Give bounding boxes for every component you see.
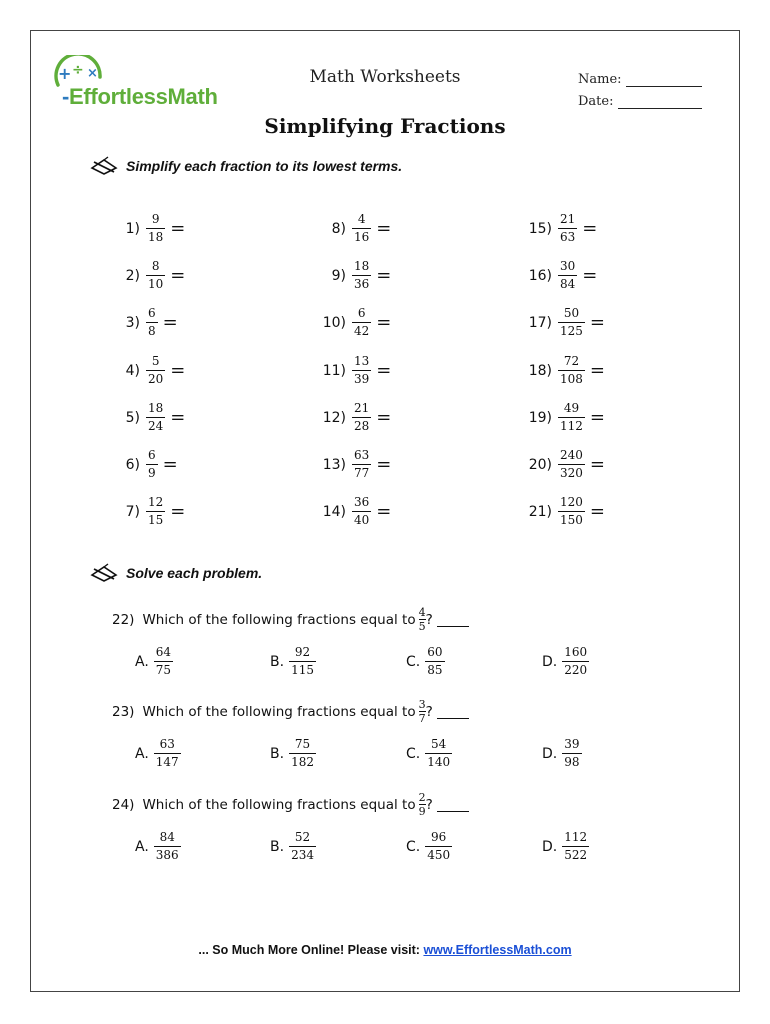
problem-number: 19) — [528, 409, 552, 426]
option-denominator: 85 — [427, 663, 443, 677]
answer-option[interactable] — [135, 646, 173, 677]
problem-denominator: 40 — [354, 513, 370, 527]
logo-effortless: Effortless — [69, 84, 168, 109]
target-denominator: 7 — [418, 712, 426, 725]
problem-fraction — [352, 213, 371, 244]
problem-fraction — [146, 496, 165, 527]
option-denominator: 115 — [291, 663, 314, 677]
equals-sign: = — [376, 312, 392, 333]
problem-denominator: 24 — [148, 419, 164, 433]
answer-option[interactable] — [270, 646, 316, 677]
question-text: Which of the following fractions equal to — [142, 703, 416, 720]
equals-sign: = — [589, 360, 605, 381]
problem-fraction — [146, 355, 165, 386]
instruction-1 — [90, 156, 402, 176]
equals-sign: = — [376, 501, 392, 522]
question-prompt — [112, 699, 469, 724]
problem-number: 10) — [322, 314, 346, 331]
option-letter: A. — [135, 745, 149, 762]
problem-denominator: 15 — [148, 513, 164, 527]
equals-sign: = — [170, 407, 186, 428]
problem-numerator: 4 — [357, 212, 366, 226]
option-letter: A. — [135, 653, 149, 670]
problem-number: 9) — [331, 267, 346, 284]
question-prompt — [112, 792, 469, 817]
problem-item — [524, 307, 605, 338]
problem-fraction — [146, 260, 165, 291]
name-blank[interactable] — [626, 86, 702, 87]
target-fraction — [419, 792, 426, 817]
option-fraction — [154, 738, 181, 769]
problem-item — [524, 355, 605, 386]
problem-denominator: 10 — [148, 277, 164, 291]
problem-fraction — [558, 402, 585, 433]
option-numerator: 39 — [564, 737, 580, 751]
instruction-2-text: Solve each problem. — [126, 565, 263, 581]
option-numerator: 112 — [564, 830, 588, 844]
problem-item — [524, 496, 605, 527]
problem-numerator: 36 — [354, 495, 370, 509]
answer-blank[interactable] — [437, 798, 469, 812]
problem-fraction — [352, 260, 371, 291]
option-denominator: 98 — [564, 755, 580, 769]
option-denominator: 147 — [155, 755, 179, 769]
problem-fraction — [146, 307, 158, 338]
option-letter: C. — [406, 745, 421, 762]
problem-fraction — [146, 213, 165, 244]
equals-sign: = — [589, 501, 605, 522]
problem-item — [112, 496, 185, 527]
problem-item — [112, 307, 178, 338]
option-denominator: 522 — [564, 848, 588, 862]
problem-number: 12) — [322, 409, 346, 426]
answer-option[interactable] — [542, 646, 589, 677]
equals-sign: = — [376, 407, 392, 428]
equals-sign: = — [170, 501, 186, 522]
equals-sign: = — [589, 312, 605, 333]
problem-fraction — [352, 402, 371, 433]
problem-number: 11) — [322, 362, 346, 379]
logo-dash: - — [62, 84, 70, 109]
logo-math: Math — [167, 84, 218, 109]
answer-option[interactable] — [270, 738, 316, 769]
question-mark: ? — [425, 703, 433, 720]
option-numerator: 63 — [159, 737, 175, 751]
problem-denominator: 20 — [148, 372, 164, 386]
problem-fraction — [558, 213, 577, 244]
problem-item — [112, 355, 185, 386]
option-numerator: 52 — [294, 830, 311, 844]
answer-option[interactable] — [406, 646, 445, 677]
equals-sign: = — [162, 454, 178, 475]
problem-fraction — [352, 355, 371, 386]
problem-number: 21) — [528, 503, 552, 520]
option-letter: A. — [135, 838, 149, 855]
problem-fraction — [558, 355, 585, 386]
problem-numerator: 12 — [148, 495, 164, 509]
problem-denominator: 39 — [354, 372, 370, 386]
equals-sign: = — [589, 454, 605, 475]
option-denominator: 220 — [564, 663, 588, 677]
option-denominator: 140 — [427, 755, 451, 769]
equals-sign: = — [376, 454, 392, 475]
problem-numerator: 6 — [357, 306, 366, 320]
problem-item — [318, 260, 391, 291]
option-numerator: 75 — [294, 737, 311, 751]
answer-option[interactable] — [542, 738, 582, 769]
option-fraction — [425, 646, 444, 677]
target-denominator: 9 — [418, 805, 426, 818]
problem-number: 3) — [125, 314, 140, 331]
equals-sign: = — [162, 312, 178, 333]
problem-item — [112, 260, 185, 291]
problem-numerator: 240 — [560, 448, 583, 462]
option-letter: C. — [406, 653, 421, 670]
problem-numerator: 30 — [560, 259, 576, 273]
problem-item — [524, 260, 597, 291]
problem-denominator: 63 — [560, 230, 576, 244]
problem-number: 17) — [528, 314, 552, 331]
option-letter: D. — [542, 838, 558, 855]
equals-sign: = — [170, 360, 186, 381]
option-letter: B. — [270, 838, 285, 855]
problem-denominator: 108 — [560, 372, 583, 386]
problem-number: 8) — [331, 220, 346, 237]
footer-text: ... So Much More Online! Please visit: — [198, 943, 420, 957]
problem-item — [318, 355, 391, 386]
target-numerator: 3 — [418, 698, 426, 711]
question-text: Which of the following fractions equal to — [142, 611, 416, 628]
option-letter: C. — [406, 838, 421, 855]
option-fraction — [154, 646, 173, 677]
problem-item — [112, 213, 185, 244]
option-numerator: 54 — [431, 737, 447, 751]
problem-numerator: 18 — [148, 401, 164, 415]
target-denominator: 5 — [418, 620, 426, 633]
logo-wordmark — [62, 84, 218, 110]
problem-numerator: 120 — [560, 495, 583, 509]
equals-sign: = — [582, 265, 598, 286]
option-denominator: 75 — [155, 663, 172, 677]
problem-number: 7) — [125, 503, 140, 520]
problem-number: 4) — [125, 362, 140, 379]
problem-denominator: 320 — [560, 466, 583, 480]
problem-item — [318, 496, 391, 527]
answer-blank[interactable] — [437, 613, 469, 627]
problem-number: 1) — [125, 220, 140, 237]
name-field[interactable] — [578, 72, 702, 87]
problem-numerator: 63 — [354, 448, 370, 462]
option-denominator: 450 — [427, 848, 451, 862]
problem-numerator: 6 — [148, 306, 156, 320]
problem-fraction — [146, 402, 165, 433]
problem-fraction — [352, 307, 371, 338]
option-denominator: 234 — [291, 848, 314, 862]
question-prompt — [112, 607, 469, 632]
option-fraction — [289, 831, 316, 862]
problem-fraction — [146, 449, 158, 480]
problem-denominator: 18 — [148, 230, 164, 244]
problem-denominator: 8 — [148, 324, 156, 338]
option-fraction — [154, 831, 181, 862]
problem-numerator: 8 — [151, 259, 160, 273]
answer-option[interactable] — [542, 831, 589, 862]
pencil-hand-icon — [90, 563, 120, 583]
problem-numerator: 18 — [354, 259, 370, 273]
problem-number: 13) — [322, 456, 346, 473]
problem-item — [318, 449, 391, 480]
target-fraction — [419, 607, 426, 632]
problem-item — [112, 449, 178, 480]
equals-sign: = — [170, 265, 186, 286]
target-fraction — [419, 699, 426, 724]
problem-numerator: 5 — [151, 354, 160, 368]
problem-number: 16) — [528, 267, 552, 284]
problem-denominator: 16 — [354, 230, 370, 244]
problem-denominator: 42 — [354, 324, 370, 338]
answer-option[interactable] — [135, 738, 181, 769]
problem-number: 6) — [125, 456, 140, 473]
problem-numerator: 49 — [563, 401, 580, 415]
option-fraction — [289, 738, 316, 769]
problem-item — [524, 449, 605, 480]
problem-denominator: 28 — [354, 419, 370, 433]
option-numerator: 64 — [155, 645, 172, 659]
problem-item — [524, 213, 597, 244]
option-letter: B. — [270, 653, 285, 670]
question-number: 22) — [112, 611, 135, 628]
worksheet-header-title: Math Worksheets — [309, 67, 461, 87]
option-fraction — [425, 738, 452, 769]
problem-numerator: 21 — [354, 401, 370, 415]
problem-fraction — [352, 449, 371, 480]
option-fraction — [562, 738, 581, 769]
problem-denominator: 112 — [560, 419, 583, 433]
target-numerator: 4 — [418, 606, 426, 619]
equals-sign: = — [582, 218, 598, 239]
option-numerator: 60 — [427, 645, 443, 659]
problem-fraction — [352, 496, 371, 527]
svg-text:×: × — [87, 66, 98, 81]
option-numerator: 92 — [294, 645, 311, 659]
problem-denominator: 150 — [560, 513, 583, 527]
name-label: Name: — [578, 72, 622, 87]
date-label: Date: — [578, 94, 614, 109]
answer-option[interactable] — [406, 738, 452, 769]
problem-number: 20) — [528, 456, 552, 473]
option-fraction — [425, 831, 452, 862]
problem-fraction — [558, 307, 585, 338]
equals-sign: = — [170, 218, 186, 239]
option-fraction — [289, 646, 316, 677]
footer-link[interactable]: www.EffortlessMath.com — [423, 943, 572, 957]
answer-option[interactable] — [135, 831, 181, 862]
question-mark: ? — [425, 796, 433, 813]
answer-option[interactable] — [406, 831, 452, 862]
option-denominator: 386 — [155, 848, 179, 862]
svg-text:÷: ÷ — [72, 62, 84, 78]
option-numerator: 84 — [159, 830, 175, 844]
problem-numerator: 9 — [151, 212, 160, 226]
date-field[interactable] — [578, 94, 702, 109]
footer — [0, 943, 770, 957]
option-numerator: 96 — [431, 830, 447, 844]
equals-sign: = — [376, 218, 392, 239]
answer-option[interactable] — [270, 831, 316, 862]
problem-numerator: 13 — [354, 354, 370, 368]
svg-text:+: + — [58, 64, 72, 83]
page-title: Simplifying Fractions — [264, 114, 506, 138]
equals-sign: = — [589, 407, 605, 428]
problem-item — [318, 307, 391, 338]
answer-blank[interactable] — [437, 705, 469, 719]
problem-numerator: 21 — [560, 212, 576, 226]
problem-item — [524, 402, 605, 433]
question-number: 24) — [112, 796, 135, 813]
problem-denominator: 36 — [354, 277, 370, 291]
problem-denominator: 84 — [560, 277, 576, 291]
option-numerator: 160 — [564, 645, 588, 659]
option-letter: B. — [270, 745, 285, 762]
problem-numerator: 6 — [148, 448, 156, 462]
instruction-1-text: Simplify each fraction to its lowest terms. — [126, 158, 403, 174]
problem-fraction — [558, 260, 577, 291]
problem-number: 2) — [125, 267, 140, 284]
option-fraction — [562, 646, 589, 677]
problem-denominator: 77 — [354, 466, 370, 480]
problem-number: 14) — [322, 503, 346, 520]
pencil-hand-icon — [90, 156, 120, 176]
option-fraction — [562, 831, 589, 862]
equals-sign: = — [376, 360, 392, 381]
instruction-2 — [90, 563, 262, 583]
problem-numerator: 50 — [563, 306, 580, 320]
option-letter: D. — [542, 653, 558, 670]
date-blank[interactable] — [618, 108, 702, 109]
problem-item — [318, 402, 391, 433]
problem-fraction — [558, 449, 585, 480]
option-denominator: 182 — [291, 755, 314, 769]
problem-denominator: 125 — [560, 324, 583, 338]
problem-fraction — [558, 496, 585, 527]
problem-numerator: 72 — [563, 354, 580, 368]
option-letter: D. — [542, 745, 558, 762]
question-number: 23) — [112, 703, 135, 720]
problem-denominator: 9 — [148, 466, 156, 480]
problem-item — [112, 402, 185, 433]
question-mark: ? — [425, 611, 433, 628]
target-numerator: 2 — [418, 791, 426, 804]
problem-item — [318, 213, 391, 244]
question-text: Which of the following fractions equal to — [142, 796, 416, 813]
problem-number: 5) — [125, 409, 140, 426]
equals-sign: = — [376, 265, 392, 286]
problem-number: 15) — [528, 220, 552, 237]
problem-number: 18) — [528, 362, 552, 379]
